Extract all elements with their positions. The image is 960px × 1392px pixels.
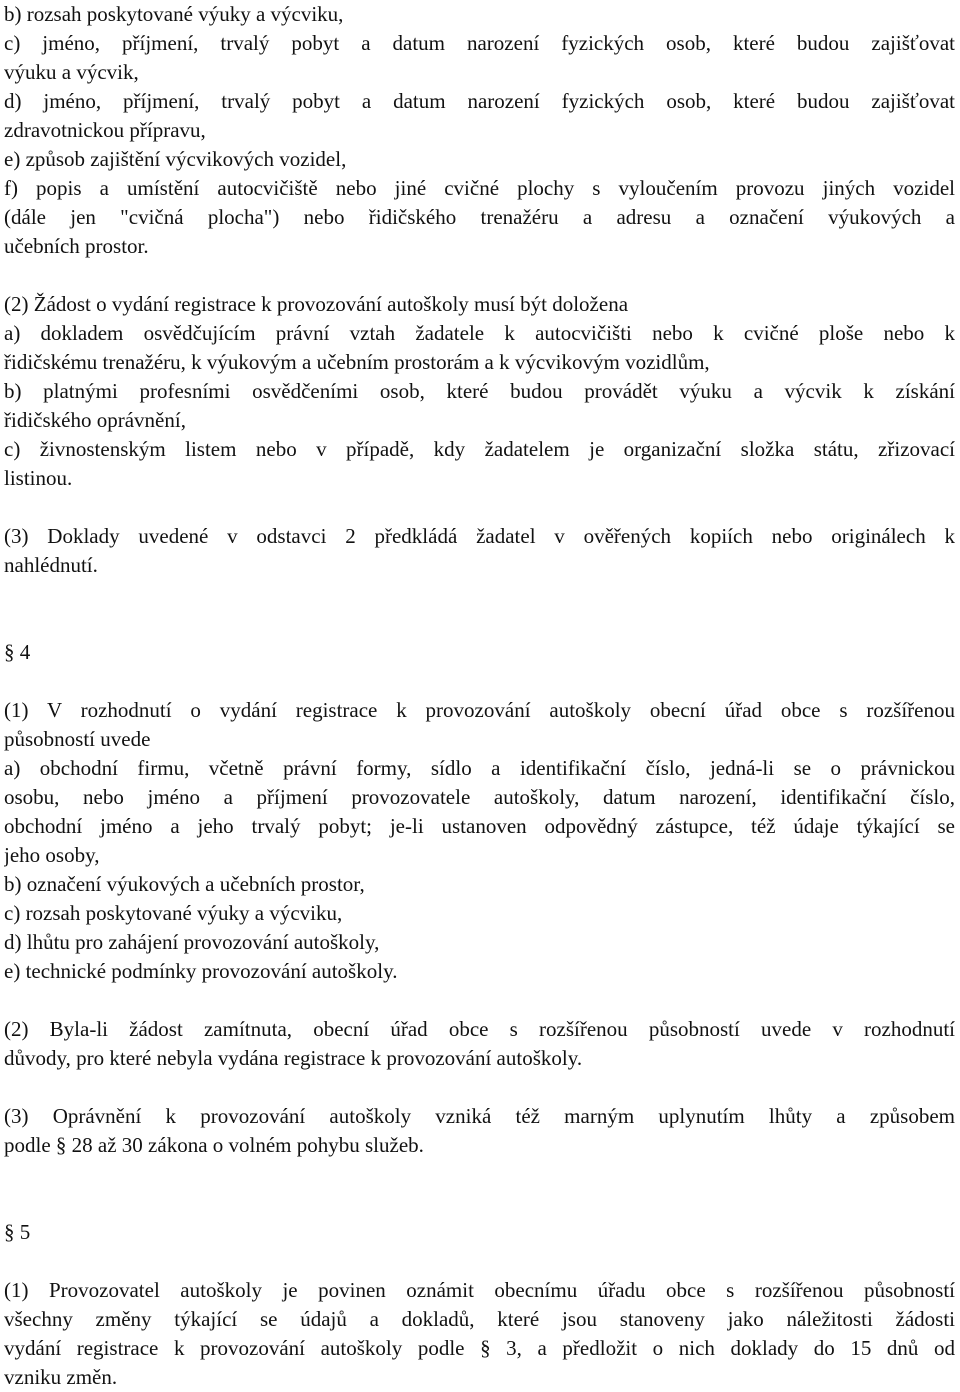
text-line: e) způsob zajištění výcvikových vozidel, [4, 147, 347, 171]
text-line: b) platnými profesními osvědčeními osob, které budou provádět výuku a výcvik k získání [4, 379, 955, 403]
text-line: f) popis a umístění autocvičiště nebo jiné cvičné plochy s vyloučením provozu jiných vozidel [4, 176, 955, 200]
text-line: nahlédnutí. [4, 553, 98, 577]
text-line: (1) Provozovatel autoškoly je povinen oznámit obecnímu úřadu obce s rozšířenou působností [4, 1278, 955, 1302]
text-line: a) dokladem osvědčujícím právní vztah žadatele k autocvičišti nebo k cvičné ploše nebo k [4, 321, 955, 345]
text-line: vydání registrace k provozování autoškoly podle § 3, a předložit o nich doklady do 15 dnů od [4, 1336, 955, 1360]
text-line: a) obchodní firmu, včetně právní formy, sídlo a identifikační číslo, jedná-li se o právnickou [4, 756, 955, 780]
text-line: c) živnostenským listem nebo v případě, kdy žadatelem je organizační složka státu, zřizovací [4, 437, 955, 461]
text-line: b) rozsah poskytované výuky a výcviku, [4, 2, 344, 26]
text-line: (dále jen "cvičná plocha") nebo řidičského trenažéru a adresu a označení výukových a [4, 205, 955, 229]
text-line: osobu, nebo jméno a příjmení provozovatele autoškoly, datum narození, identifikační číslo, [4, 785, 955, 809]
text-line: řidičského oprávnění, [4, 408, 186, 432]
text-line: vzniku změn. [4, 1365, 118, 1389]
text-line: řidičskému trenažéru, k výukovým a učebním prostorám a k výcvikovým vozidlům, [4, 350, 710, 374]
text-line: důvody, pro které nebyla vydána registrace k provozování autoškoly. [4, 1046, 583, 1070]
text-line: (2) Byla-li žádost zamítnuta, obecní úřad obce s rozšířenou působností uvede v rozhodnutí [4, 1017, 955, 1041]
text-line: všechny změny týkající se údajů a dokladů, které jsou stanoveny jako náležitosti žádosti [4, 1307, 955, 1331]
text-line: b) označení výukových a učebních prostor, [4, 872, 365, 896]
text-line: (2) Žádost o vydání registrace k provozování autoškoly musí být doložena [4, 292, 629, 316]
text-line: c) rozsah poskytované výuky a výcviku, [4, 901, 343, 925]
text-line: (1) V rozhodnutí o vydání registrace k provozování autoškoly obecní úřad obce s rozšířenou [4, 698, 955, 722]
text-line: jeho osoby, [4, 843, 100, 867]
section-heading: § 5 [4, 1220, 31, 1244]
text-line: listinou. [4, 466, 73, 490]
text-line: e) technické podmínky provozování autoškoly. [4, 959, 398, 983]
text-line: c) jméno, příjmení, trvalý pobyt a datum narození fyzických osob, které budou zajišťovat [4, 31, 955, 55]
text-line: (3) Doklady uvedené v odstavci 2 předkládá žadatel v ověřených kopiích nebo originálech k [4, 524, 955, 548]
text-line: podle § 28 až 30 zákona o volném pohybu služeb. [4, 1133, 424, 1157]
text-line: (3) Oprávnění k provozování autoškoly vzniká též marným uplynutím lhůty a způsobem [4, 1104, 955, 1128]
text-line: výuku a výcvik, [4, 60, 139, 84]
text-line: zdravotnickou přípravu, [4, 118, 206, 142]
text-line: obchodní jméno a jeho trvalý pobyt; je-li ustanoven odpovědný zástupce, též údaje týkající se [4, 814, 955, 838]
text-line: d) lhůtu pro zahájení provozování autoškoly, [4, 930, 380, 954]
text-line: působností uvede [4, 727, 151, 751]
text-line: učebních prostor. [4, 234, 149, 258]
section-heading: § 4 [4, 640, 31, 664]
text-line: d) jméno, příjmení, trvalý pobyt a datum narození fyzických osob, které budou zajišťovat [4, 89, 955, 113]
